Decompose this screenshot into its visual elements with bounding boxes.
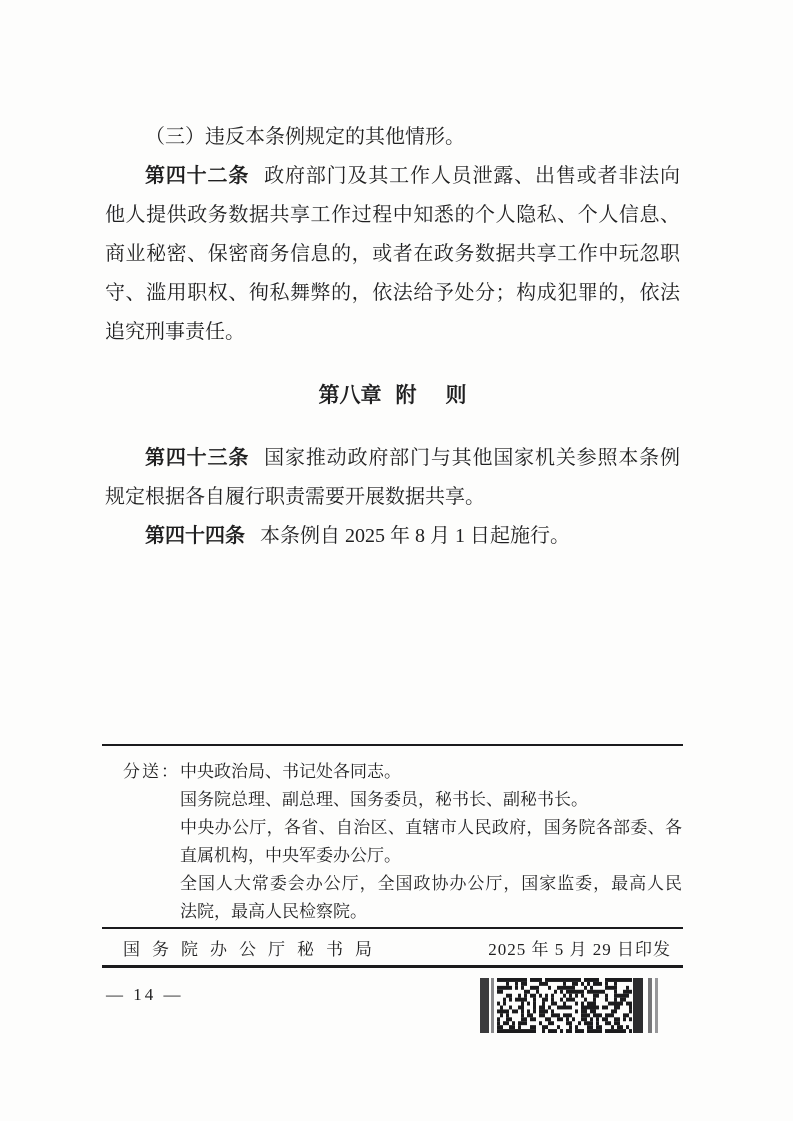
chapter-heading (105, 376, 680, 415)
dispatch-line: 直属机构，中央军委办公厅。 (180, 846, 401, 865)
dispatch-section (123, 758, 683, 926)
article-number: 第四十二条 (145, 165, 250, 187)
dispatch-list (180, 758, 682, 926)
imprint-date: 2025 年 5 月 29 日印发 (488, 939, 671, 959)
body-line: 规定根据各自履行职责需要开展数据共享。 (105, 486, 485, 508)
body-line: （三）违反本条例规定的其他情形。 (145, 126, 465, 148)
article-number: 第四十三条 (145, 447, 250, 469)
dispatch-line: 法院，最高人民检察院。 (180, 902, 367, 921)
imprint-row (102, 929, 683, 965)
body-line: 守、滥用职权、徇私舞弊的，依法给予处分；构成犯罪的，依法 (105, 282, 680, 304)
body-line: 他人提供政务数据共享工作过程中知悉的个人隐私、个人信息、 (105, 204, 680, 226)
dispatch-line: 全国人大常委会办公厅，全国政协办公厅，国家监委，最高人民 (180, 874, 682, 893)
imprint-bottom-rule (102, 965, 683, 968)
body-line: 商业秘密、保密商务信息的，或者在政务数据共享工作中玩忽职 (105, 243, 680, 265)
page-number: — 14 — (106, 985, 184, 1004)
chapter-heading-part: 附 (395, 384, 417, 407)
document-body (105, 118, 680, 556)
body-line: 追究刑事责任。 (105, 321, 245, 343)
body-line: 第四十二条 政府部门及其工作人员泄露、出售或者非法向 (145, 165, 681, 187)
chapter-heading-part: 则 (445, 384, 467, 407)
barcode-image (480, 978, 666, 1033)
dispatch-line: 中央政治局、书记处各同志。 (180, 762, 401, 781)
body-line: 第四十三条 国家推动政府部门与其他国家机关参照本条例 (145, 447, 681, 469)
dispatch-line: 中央办公厅，各省、自治区、直辖市人民政府，国务院各部委、各 (180, 818, 682, 837)
dispatch-top-rule (102, 744, 683, 746)
dispatch-line: 国务院总理、副总理、国务委员，秘书长、副秘书长。 (180, 790, 588, 809)
chapter-heading-part: 第八章 (318, 384, 382, 407)
body-line: 第四十四条 本条例自 2025 年 8 月 1 日起施行。 (145, 525, 570, 547)
dispatch-label: 分送： (123, 762, 180, 781)
article-number: 第四十四条 (145, 525, 245, 547)
imprint-issuer: 国务院办公厅秘书局 (123, 939, 384, 959)
